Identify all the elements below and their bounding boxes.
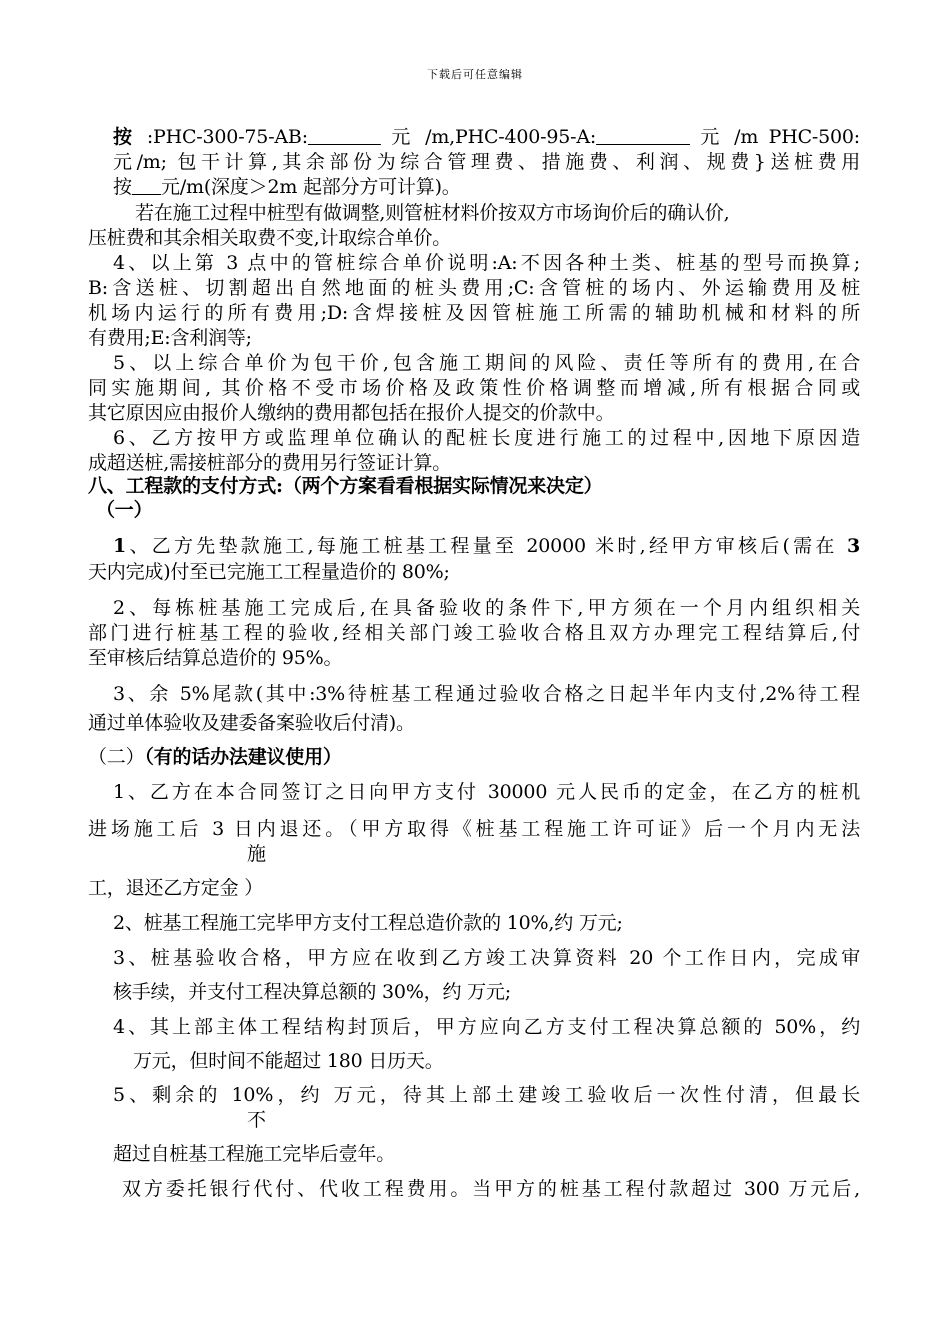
text-line — [88, 745, 342, 769]
text-segment: 成超送桩,需接桩部分的费用另行签证计算。 — [88, 452, 452, 474]
text-segment: 2、每栋桩基施工完成后,在具备验收的条件下,甲方须在一个月内组织相关 — [113, 597, 860, 619]
text-segment: 部门进行桩基工程的验收,经相关部门竣工验收合格且双方办理完工程结算后,付 — [88, 622, 860, 644]
text-line — [247, 1108, 266, 1132]
text-line — [113, 1083, 860, 1107]
text-line — [113, 911, 623, 935]
text-line — [133, 1049, 444, 1073]
text-segment: 双方委托银行代付、代收工程费用。当甲方的桩基工程付款超过 300 万元后, — [122, 1178, 860, 1200]
text-line — [122, 1177, 860, 1201]
text-line — [88, 451, 451, 475]
blank-underline — [132, 176, 161, 198]
text-segment: 4、其上部主体工程结构封顶后，甲方应向乙方支付工程决算总额的 50%，约 — [113, 1016, 860, 1038]
text-segment: 5、剩余的 10%，约 万元，待其上部土建竣工验收后一次性付清，但最长 — [113, 1084, 860, 1106]
text-segment: 超过自桩基工程施工完毕后壹年。 — [113, 1143, 396, 1165]
text-line — [88, 301, 860, 325]
text-line — [88, 226, 451, 250]
text-segment: 有费用;E:含利润等; — [88, 327, 252, 349]
text-line — [88, 276, 860, 300]
text-segment: 同实施期间, 其价格不受市场价格及政策性价格调整而增减,所有根据合同或 — [88, 377, 860, 399]
text-line — [88, 560, 450, 584]
text-line — [88, 474, 602, 498]
text-segment: 元 /m,PHC-400-95-A: — [380, 126, 597, 148]
text-segment: 按 — [113, 126, 137, 148]
text-segment: 进场施工后 3 日内退还。（甲方取得《桩基工程施工许可证》后一个月内无法 — [88, 818, 860, 840]
text-segment: 元/m(深度＞2m 起部分方可计算)。 — [161, 176, 461, 198]
text-line — [113, 682, 860, 706]
blank-underline — [596, 126, 690, 148]
text-line — [113, 980, 511, 1004]
text-line — [88, 817, 860, 841]
text-segment: 至审核后结算总造价的 95%。 — [88, 647, 343, 669]
text-line — [247, 842, 266, 866]
text-segment: 5、以上综合单价为包干价,包含施工期间的风险、责任等所有的费用,在合 — [113, 352, 860, 374]
text-segment: 压桩费和其余相关取费不变,计取综合单价。 — [88, 227, 452, 249]
text-line — [135, 201, 729, 225]
text-segment: 2、桩基工程施工完毕甲方支付工程总造价款的 10%,约 万元; — [113, 912, 623, 934]
text-segment: 机场内运行的所有费用;D:含焊接桩及因管桩施工所需的辅助机械和材料的所 — [88, 302, 860, 324]
text-segment: 1、乙方在本合同签订之日向甲方支付 30000 元人民币的定金，在乙方的桩机 — [113, 781, 860, 803]
text-segment: 不 — [247, 1109, 266, 1131]
text-line — [113, 1142, 395, 1166]
text-segment: 若在施工过程中桩型有做调整,则管桩材料价按双方市场询价后的确认价, — [135, 202, 730, 224]
text-segment: 天内完成)付至已完施工工程量造价的 80%; — [88, 561, 450, 583]
text-segment: （有的话办法建议使用） — [144, 746, 342, 768]
text-segment: 万元，但时间不能超过 180 日历天。 — [133, 1050, 444, 1072]
text-segment: 其它原因应由报价人缴纳的费用都包括在报价人提交的价款中。 — [88, 402, 615, 424]
text-line — [88, 876, 263, 900]
text-segment: 、乙方先垫款施工,每施工桩基工程量至 20000 米时,经甲方审核后(需在 — [126, 535, 847, 557]
text-segment: 4、以上第 3 点中的管桩综合单价说明:A:不因各种土类、桩基的型号而换算; — [113, 252, 860, 274]
text-line — [113, 780, 860, 804]
text-line — [88, 376, 860, 400]
text-line — [113, 426, 860, 450]
text-line — [113, 150, 860, 174]
text-line — [88, 711, 415, 735]
text-line — [113, 1015, 860, 1039]
text-line — [113, 175, 461, 199]
text-segment: 通过单体验收及建委备案验收后付清)。 — [88, 712, 415, 734]
text-line — [113, 946, 860, 970]
text-segment: （一） — [96, 499, 153, 521]
text-line — [113, 351, 860, 375]
text-segment: 元 /m PHC-500: — [689, 126, 860, 148]
text-segment: 施 — [247, 843, 266, 865]
text-segment: 工，退还乙方定金 ） — [88, 877, 264, 899]
text-line — [88, 646, 342, 670]
text-segment: 元/m; 包干计算,其余部份为综合管理费、措施费、利润、规费}送桩费用 — [113, 151, 860, 173]
text-line — [113, 251, 860, 275]
text-segment: 3、余 5%尾款(其中:3%待桩基工程通过验收合格之日起半年内支付,2%待工程 — [113, 683, 860, 705]
text-line — [88, 401, 614, 425]
text-line — [96, 498, 152, 522]
text-segment: 3 — [846, 535, 860, 557]
text-segment: （二） — [88, 746, 145, 768]
text-line — [113, 125, 860, 149]
text-segment: 核手续，并支付工程决算总额的 30%，约 万元; — [113, 981, 511, 1003]
text-line — [113, 534, 860, 558]
text-segment: B:含送桩、切割超出自然地面的桩头费用;C:含管桩的场内、外运输费用及桩 — [88, 277, 860, 299]
text-segment: :PHC-300-75-AB: — [136, 126, 308, 148]
blank-underline — [308, 126, 381, 148]
text-line — [113, 596, 860, 620]
text-segment: 6、乙方按甲方或监理单位确认的配桩长度进行施工的过程中,因地下原因造 — [113, 427, 860, 449]
text-line — [88, 621, 860, 645]
text-segment: 1 — [113, 535, 127, 557]
text-segment: 3、桩基验收合格，甲方应在收到乙方竣工决算资料 20 个工作日内，完成审 — [113, 947, 860, 969]
page-header: 下载后可任意编辑 — [427, 68, 523, 81]
text-line — [88, 326, 252, 350]
text-segment: 按 — [113, 176, 132, 198]
text-segment: 八、工程款的支付方式:（两个方案看看根据实际情况来决定） — [88, 475, 603, 497]
